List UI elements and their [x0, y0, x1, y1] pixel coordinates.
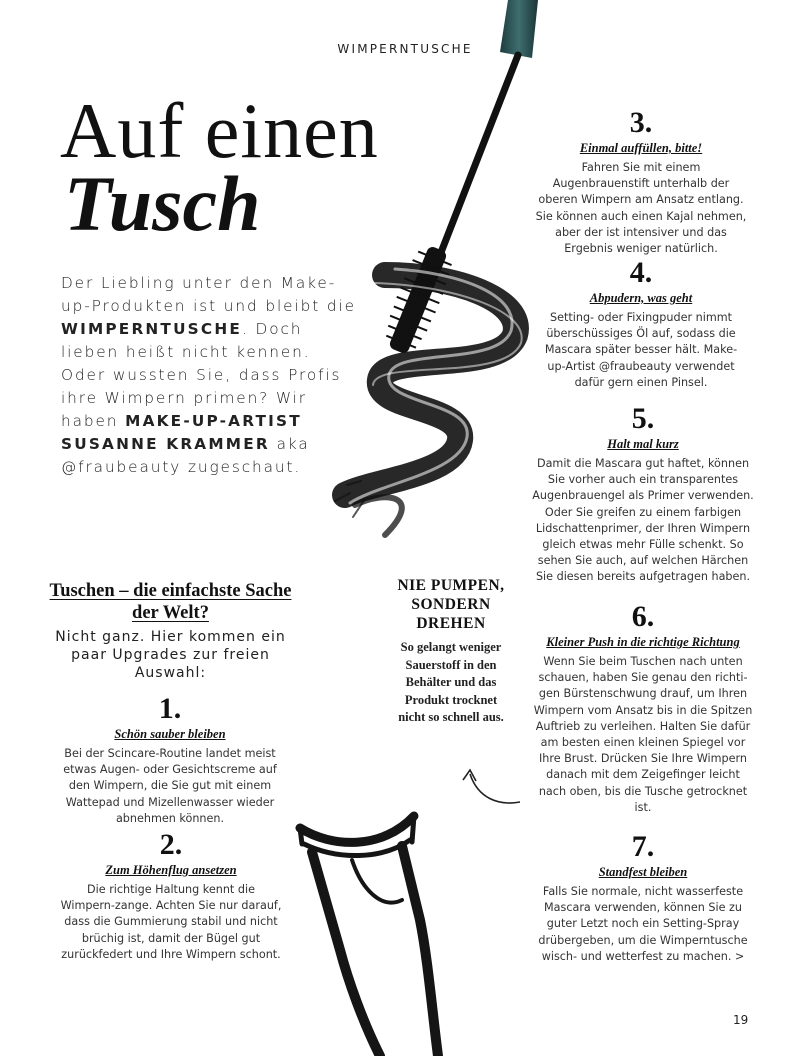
callout-box	[392, 576, 510, 727]
page-title-line1: Auf einen	[60, 87, 379, 174]
curved-arrow-icon	[458, 760, 526, 810]
intro-bold-2: MAKE-UP-ARTIST SUSANNE KRAMMER	[61, 412, 302, 453]
tip-body: Setting- oder Fixingpuder nimmt überschüssiges Öl auf, sodass die Mascara später besser hält. Make-up-Artist @fraubeauty verwendet dafür gern einen Pinsel.	[544, 311, 738, 389]
tip-number: 2.	[159, 828, 183, 861]
tip-body: Falls Sie normale, nicht wasserfeste Mascara verwenden, können Sie zu guter Letzt noch ein Setting-Spray drübergeben, um die Wimperntusche wisch- und wetterfest zu machen. >	[538, 885, 748, 963]
tip-heading: Abpudern, was geht	[589, 291, 693, 305]
tip-heading: Kleiner Push in die richtige Richtung	[546, 635, 740, 649]
tip-body: Fahren Sie mit einem Augenbrauenstift unterhalb der oberen Wimpern am Ansatz entlang. Sie können auch einen Kajal nehmen, aber der ist intensiver und das Ergebnis weniger natürlich.	[535, 161, 747, 256]
tip-number: 1.	[158, 692, 182, 725]
tip-3	[532, 108, 750, 257]
intro-text-3: aka @fraubeauty zugeschaut.	[61, 435, 310, 476]
callout-title: NIE PUMPEN, SONDERN DREHEN	[397, 577, 505, 632]
tip-7	[532, 832, 754, 965]
tip-number: 3.	[629, 106, 653, 139]
tip-body: Bei der Scincare-Routine landet meist etwas Augen- oder Gesichtscreme auf den Wimpern, die Sie gut mit einem Wattepad und Mizellenwasser wieder abnehmen können.	[63, 747, 277, 825]
page-number: 19	[733, 1013, 749, 1027]
tip-1	[62, 694, 278, 827]
tip-5	[532, 404, 754, 586]
tip-2	[60, 830, 282, 963]
tip-number: 7.	[631, 830, 655, 863]
section-subheading: Nicht ganz. Hier kommen ein paar Upgrades zur freien Auswahl:	[55, 629, 286, 681]
tip-4	[538, 258, 744, 391]
tip-heading: Schön sauber bleiben	[114, 727, 226, 741]
tip-body: Wenn Sie beim Tuschen nach unten schauen, haben Sie genau den richti-gen Bürstenschwung drauf, um Ihren Wimpern vom Ansatz bis in die Spitzen Auftrieb zu verleihen. Halten Sie dafür am besten einen kleinen Spiegel vor Ihre Brust. Drücken Sie Ihre Wimpern danach mit dem Zeigefinger leicht nach oben, bis die Tusche getrocknet ist.	[533, 655, 753, 814]
tip-heading: Einmal auffüllen, bitte!	[579, 141, 703, 155]
tip-number: 4.	[629, 256, 653, 289]
intro-text-2: . Doch lieben heißt nicht kennen. Oder wussten Sie, dass Profis ihre Wimpern primen? Wir haben	[61, 320, 342, 430]
tip-heading: Zum Höhenflug ansetzen	[105, 863, 237, 877]
intro-bold-1: WIMPERNTUSCHE	[61, 320, 242, 338]
tip-heading: Halt mal kurz	[607, 437, 679, 451]
eyelash-curler-image	[282, 800, 462, 1056]
kicker: WIMPERNTUSCHE	[337, 42, 473, 56]
callout-body: So gelangt weniger Sauerstoff in den Behälter und das Produkt trocknet nicht so schnell aus.	[398, 640, 504, 724]
intro-paragraph	[61, 272, 361, 479]
page-title-line2: Tusch	[64, 160, 261, 247]
tip-heading: Standfest bleiben	[598, 865, 688, 879]
tip-body: Damit die Mascara gut haftet, können Sie vorher auch ein transparentes Augenbrauengel als Primer verwenden. Oder Sie greifen zu einem farbigen Lidschattenprimer, der Ihren Wimpern gleich etwas mehr Fülle schenkt. So sehen Sie auch, auf welchen Härchen Sie diesen bereits aufgetragen haben.	[532, 457, 754, 584]
section-heading: Tuschen – die einfachste Sache der Welt?	[49, 581, 292, 623]
tip-number: 6.	[631, 600, 655, 633]
tip-6	[532, 602, 754, 816]
tip-number: 5.	[631, 402, 655, 435]
tip-body: Die richtige Haltung kennt die Wimpern-zange. Achten Sie nur darauf, dass die Gummierung stabil und nicht brüchig ist, damit der Bügel gut zurückfedert und Ihre Wimpern schont.	[60, 883, 282, 961]
intro-text-1: Der Liebling unter den Make-up-Produkten ist und bleibt die	[61, 274, 356, 315]
